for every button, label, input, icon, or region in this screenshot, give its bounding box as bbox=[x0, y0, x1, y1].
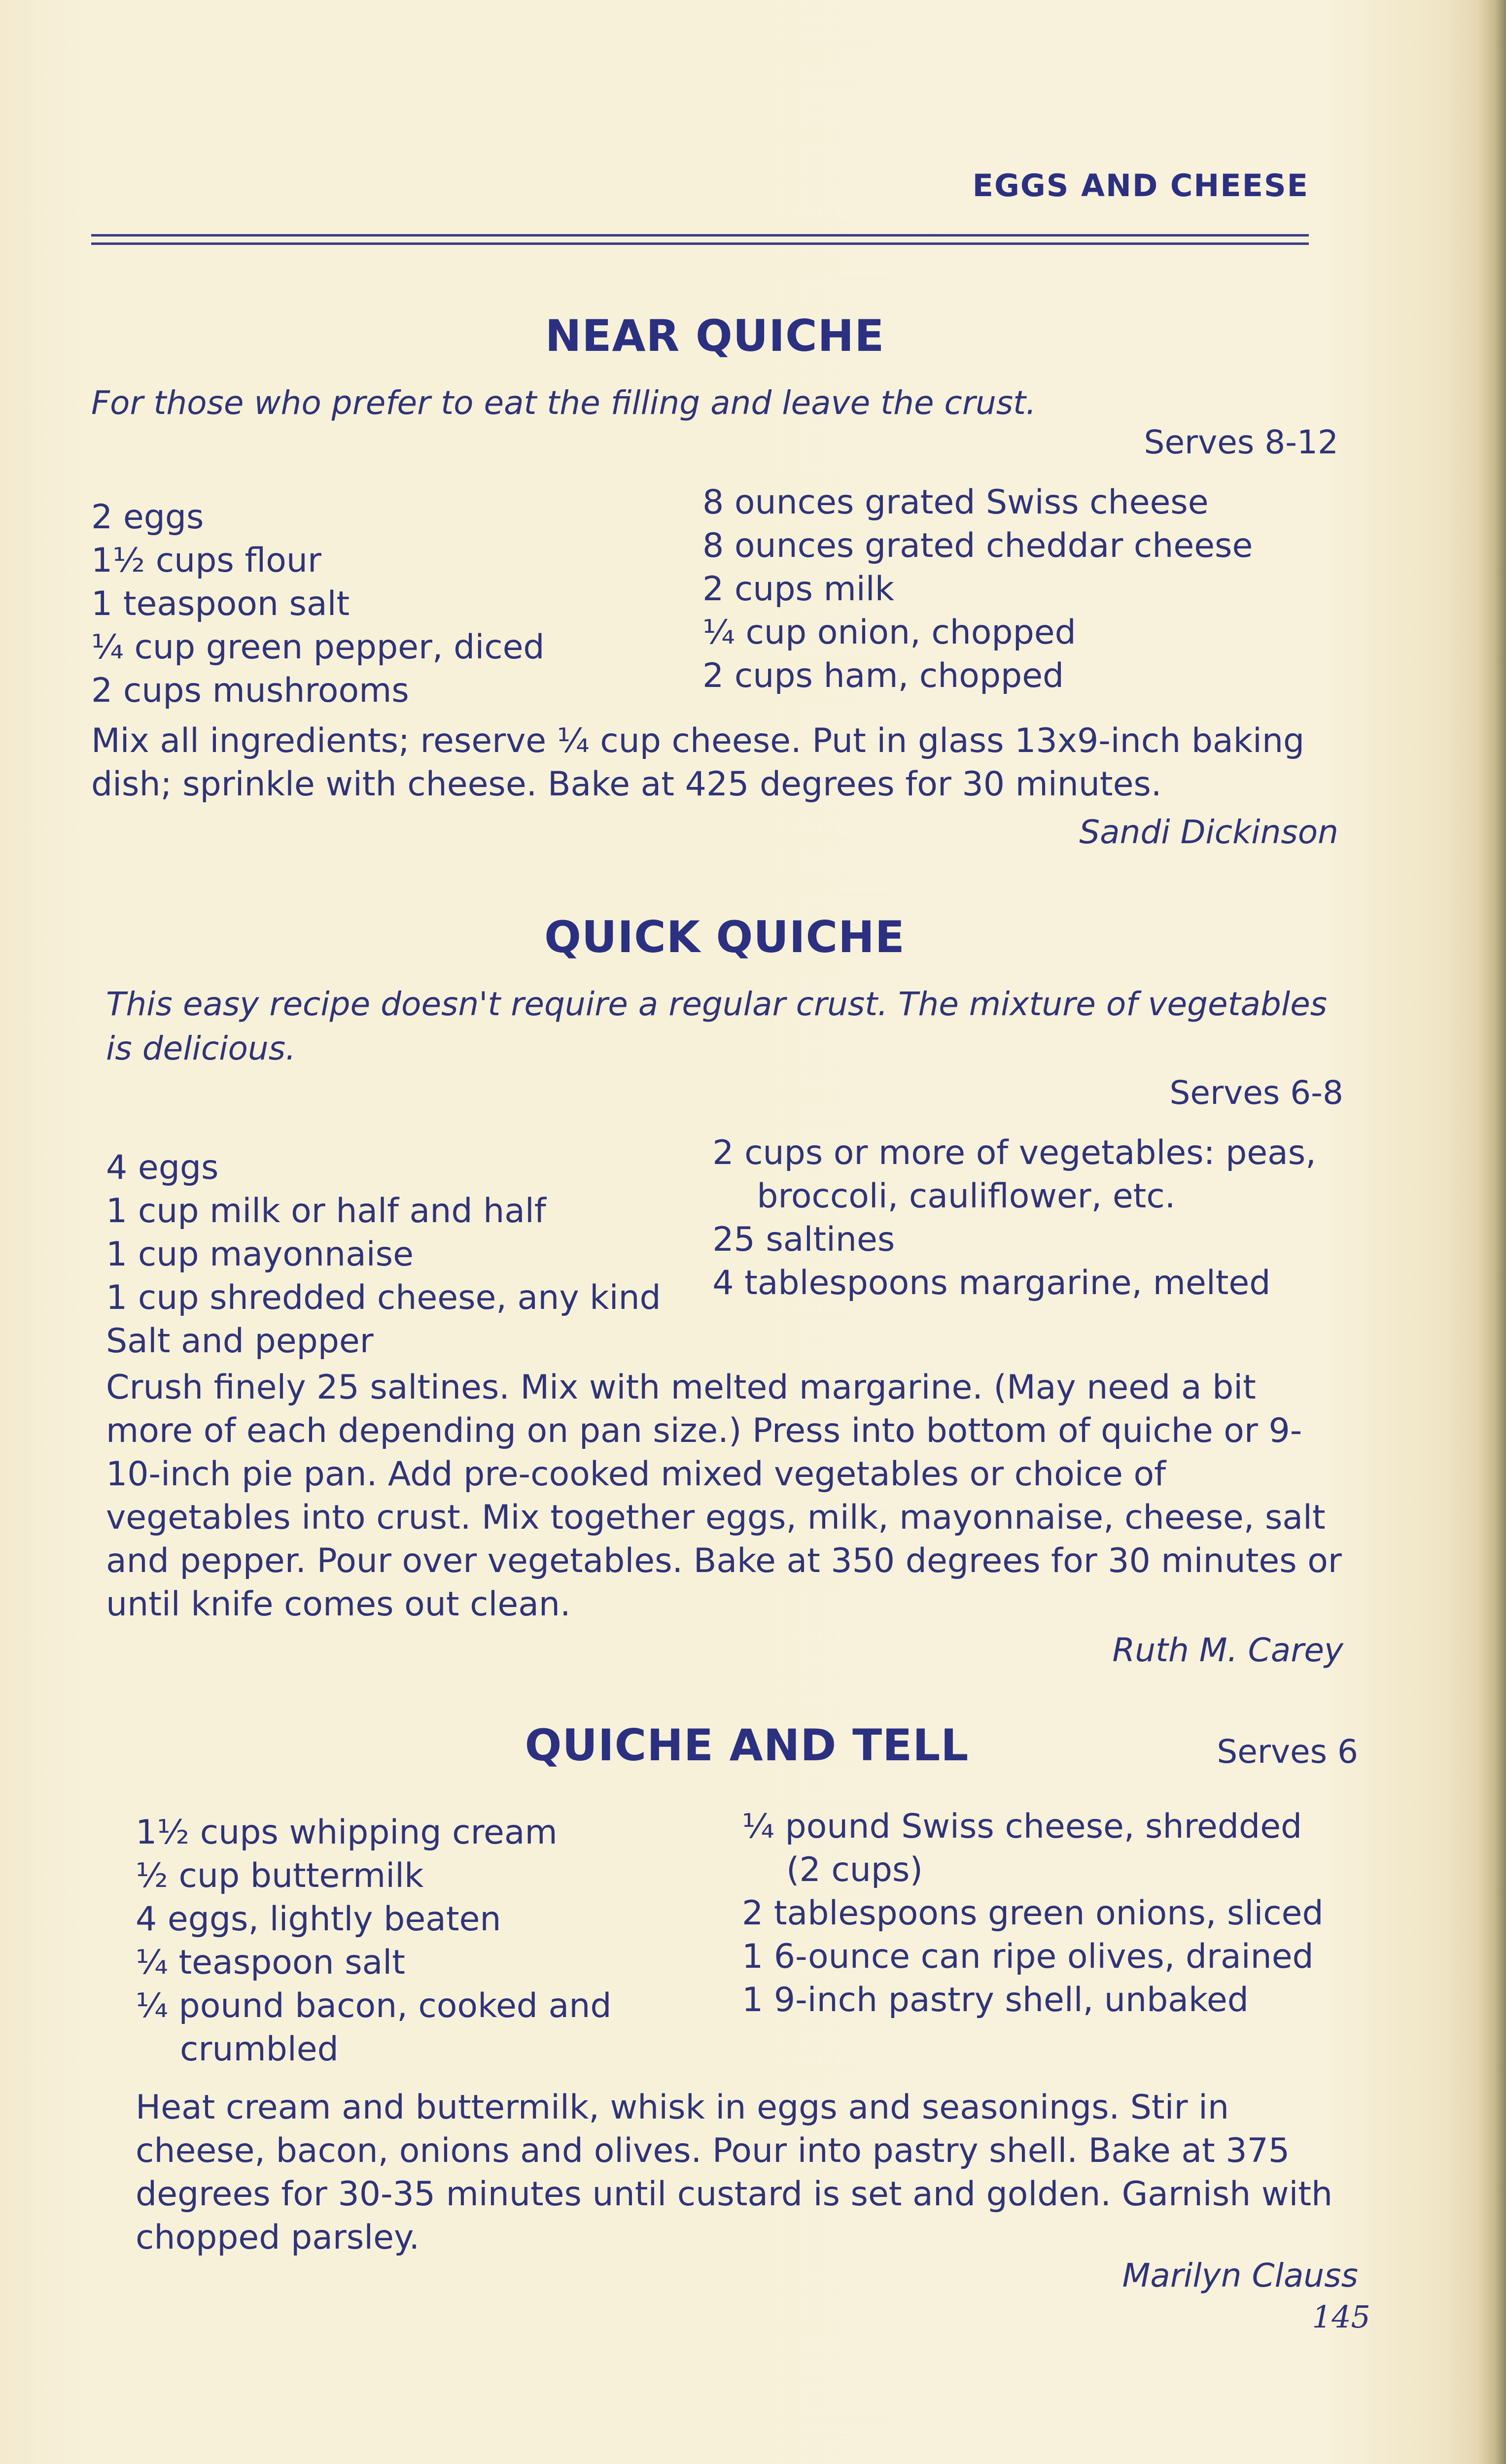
ingredient: 2 eggs bbox=[91, 498, 204, 537]
ingredients-right-column bbox=[742, 1805, 1358, 2071]
ingredients-right-column bbox=[702, 481, 1338, 713]
ingredient: 1 9-inch pastry shell, unbaked bbox=[742, 1981, 1249, 2019]
page-number: 145 bbox=[1312, 2299, 1370, 2335]
ingredient: 2 cups ham, chopped bbox=[702, 656, 1064, 695]
recipe-title-row bbox=[136, 1720, 1358, 1771]
recipe-author: Ruth M. Carey bbox=[1112, 1631, 1343, 1669]
recipe-method: Crush finely 25 saltines. Mix with melted margarine. (May need a bit more of each depending on pan size.) Press into bottom of quiche or 9-10-inch pie pan. Add pre-cooked mixed vegetables or choice of vegetables into crust. Mix together eggs, milk, mayonnaise, cheese, salt and pepper. Pour over vegetables. Bake at 350 degrees for 30 minutes or until knife comes out clean. bbox=[106, 1368, 1342, 1624]
ingredient: 4 tablespoons margarine, melted bbox=[712, 1264, 1271, 1302]
ingredient: 4 eggs bbox=[106, 1148, 219, 1187]
ingredient: 1 teaspoon salt bbox=[91, 584, 350, 623]
recipe-serves: Serves 6-8 bbox=[1169, 1074, 1343, 1112]
ingredients-list bbox=[91, 481, 1338, 713]
section-title: EGGS AND CHEESE bbox=[972, 168, 1309, 204]
recipe-author: Marilyn Clauss bbox=[1122, 2257, 1358, 2294]
ingredients-list bbox=[106, 1131, 1343, 1363]
ingredient: 2 cups or more of vegetables: peas, bbox=[712, 1133, 1316, 1172]
ingredients-left-column bbox=[106, 1131, 712, 1363]
recipe-quick-quiche bbox=[106, 912, 1343, 1669]
ingredient: 1 cup shredded cheese, any kind bbox=[106, 1278, 661, 1317]
ingredient: 4 eggs, lightly beaten bbox=[136, 1900, 501, 1939]
ingredient: 8 ounces grated cheddar cheese bbox=[702, 526, 1253, 565]
page-edge bbox=[1476, 0, 1506, 2464]
header-rule-top bbox=[91, 234, 1309, 237]
recipe-near-quiche bbox=[91, 310, 1338, 851]
ingredient: ¼ teaspoon salt bbox=[136, 1943, 405, 1982]
ingredient: 2 cups milk bbox=[702, 570, 894, 609]
ingredient: ¼ pound bacon, cooked and bbox=[136, 1986, 612, 2025]
ingredient: 8 ounces grated Swiss cheese bbox=[702, 483, 1209, 522]
header-rule-bottom bbox=[91, 242, 1309, 245]
ingredients-left-column bbox=[136, 1805, 742, 2071]
ingredient: 25 saltines bbox=[712, 1220, 895, 1259]
ingredients-left-column bbox=[91, 481, 702, 713]
ingredient: 2 tablespoons green onions, sliced bbox=[742, 1894, 1324, 1933]
recipe-serves: Serves 6 bbox=[1217, 1733, 1358, 1771]
recipe-title: QUICHE AND TELL bbox=[525, 1720, 969, 1771]
ingredient: Salt and pepper bbox=[106, 1322, 374, 1361]
ingredient: 1½ cups whipping cream bbox=[136, 1813, 558, 1852]
recipe-title: NEAR QUICHE bbox=[545, 310, 885, 361]
ingredient: ½ cup buttermilk bbox=[136, 1856, 424, 1895]
ingredient: 1½ cups flour bbox=[91, 541, 321, 580]
ingredients-right-column bbox=[712, 1131, 1343, 1363]
recipe-quiche-and-tell bbox=[136, 1720, 1358, 2294]
ingredient: (2 cups) bbox=[786, 1850, 923, 1889]
recipe-intro: This easy recipe doesn't require a regular crust. The mixture of vegetables is delicious. bbox=[106, 985, 1328, 1067]
ingredient: 2 cups mushrooms bbox=[91, 671, 409, 710]
recipe-intro: For those who prefer to eat the filling and leave the crust. bbox=[91, 384, 1037, 422]
ingredients-list bbox=[136, 1805, 1358, 2071]
recipe-title: QUICK QUICHE bbox=[544, 912, 905, 962]
recipe-method: Heat cream and buttermilk, whisk in eggs and seasonings. Stir in cheese, bacon, onions and olives. Pour into pastry shell. Bake at 375 degrees for 30-35 minutes until custard is set and golden. Garnish with chopped parsley. bbox=[136, 2088, 1333, 2257]
ingredient: broccoli, cauliflower, etc. bbox=[757, 1177, 1176, 1216]
ingredient: 1 6-ounce can ripe olives, drained bbox=[742, 1937, 1314, 1976]
recipe-method: Mix all ingredients; reserve ¼ cup cheese. Put in glass 13x9-inch baking dish; sprinkle with cheese. Bake at 425 degrees for 30 minutes. bbox=[91, 721, 1305, 804]
ingredient: ¼ cup green pepper, diced bbox=[91, 628, 545, 667]
ingredient: ¼ pound Swiss cheese, shredded bbox=[742, 1807, 1302, 1846]
ingredient: 1 cup milk or half and half bbox=[106, 1192, 546, 1231]
ingredient: 1 cup mayonnaise bbox=[106, 1235, 414, 1274]
recipe-author: Sandi Dickinson bbox=[1079, 813, 1338, 851]
ingredient: ¼ cup onion, chopped bbox=[702, 613, 1076, 652]
ingredient: crumbled bbox=[180, 2030, 339, 2069]
recipe-serves: Serves 8-12 bbox=[1144, 423, 1338, 461]
